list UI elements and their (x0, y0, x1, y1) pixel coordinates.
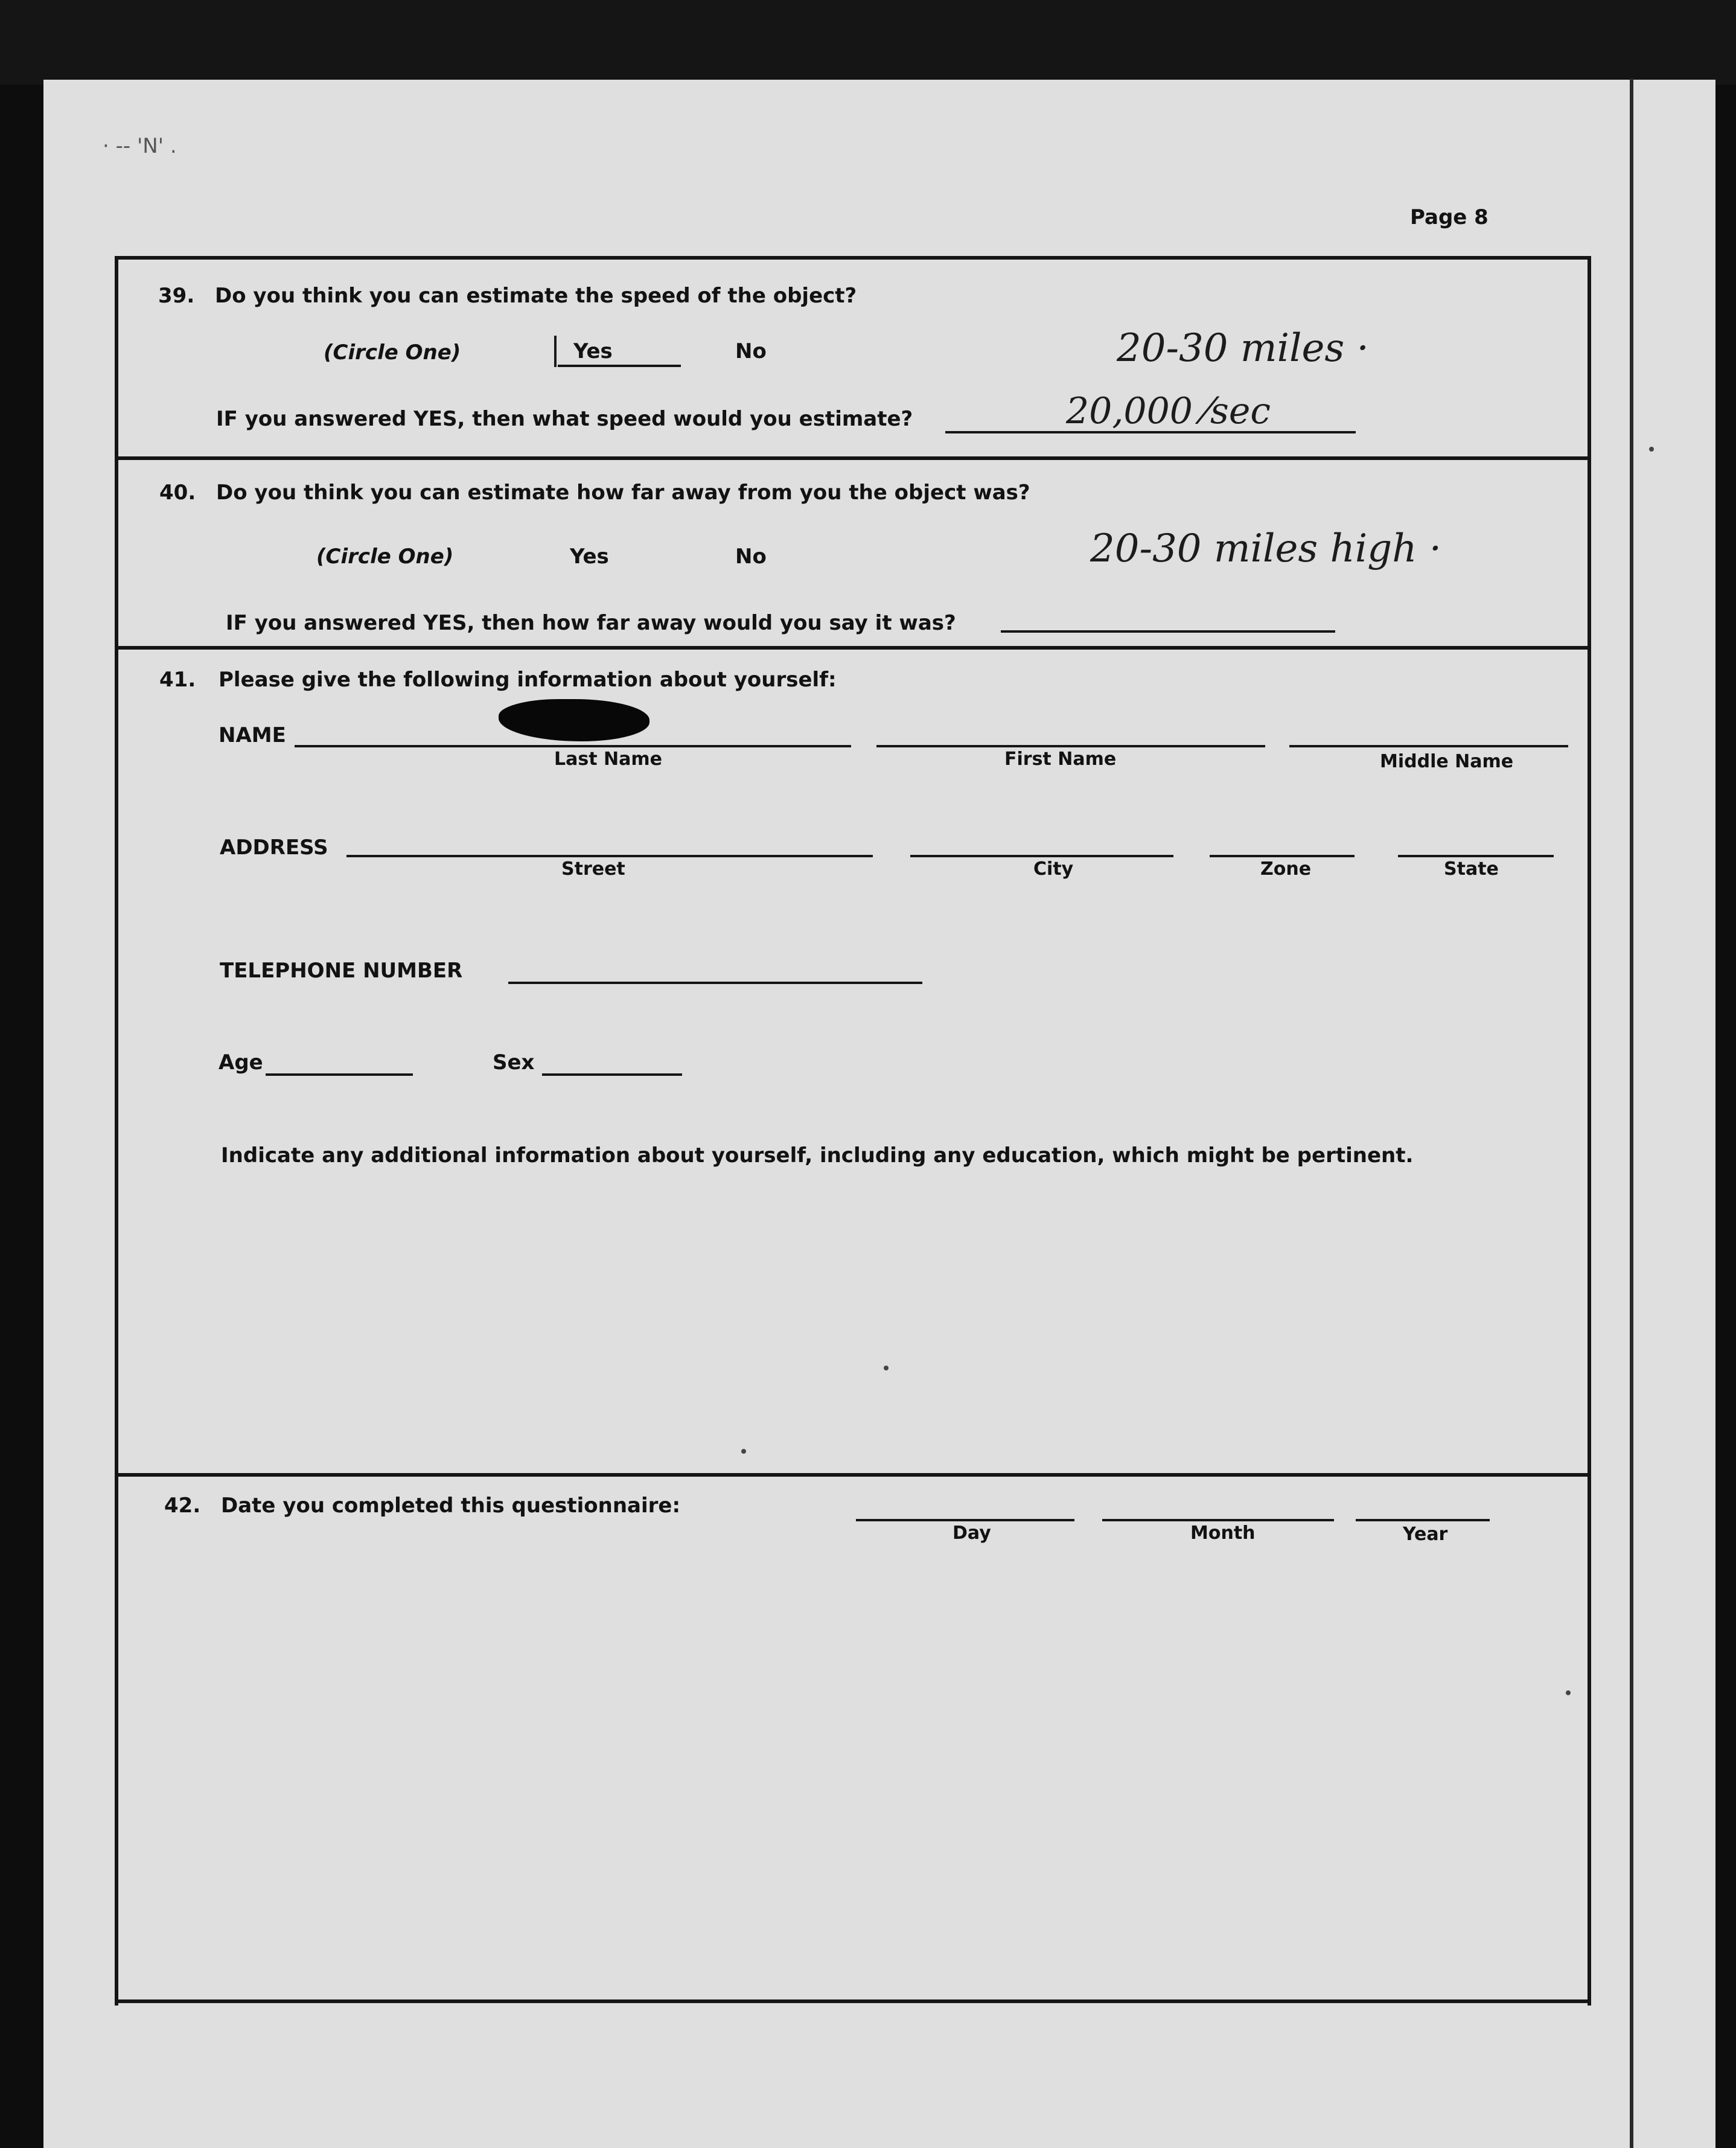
city-caption: City (1033, 858, 1074, 880)
q42-number: 42. (164, 1494, 201, 1518)
q42-question: Date you completed this questionnaire: (221, 1494, 681, 1518)
zone-caption: Zone (1260, 858, 1312, 880)
q39-question: Do you think you can estimate the speed of the object? (215, 284, 857, 308)
frame-top (115, 256, 1590, 260)
q41-question: Please give the following information about yourself: (219, 668, 837, 692)
state-line[interactable] (1398, 855, 1554, 857)
form-page (43, 80, 1715, 2148)
state-caption: State (1444, 858, 1499, 880)
q40-handwritten-note: 20-30 miles high · (1090, 526, 1442, 571)
corner-scribble: · -- 'N' . (103, 134, 177, 158)
q39-number: 39. (158, 284, 195, 308)
age-line[interactable] (266, 1073, 413, 1076)
month-caption: Month (1190, 1523, 1256, 1544)
additional-info-prompt: Indicate any additional information about yourself, including any education, which might be pertinent. (221, 1143, 1414, 1168)
first-name-caption: First Name (1004, 749, 1117, 770)
telephone-label: TELEPHONE NUMBER (220, 959, 463, 983)
q40-question: Do you think you can estimate how far away from you the object was? (216, 481, 1030, 505)
middle-name-line[interactable] (1289, 745, 1568, 747)
q39-handwritten-answer[interactable]: 20,000 ⁄sec (1066, 390, 1271, 432)
yes-underline-mark (558, 365, 681, 367)
q40-answer-line[interactable] (1001, 630, 1335, 633)
last-name-caption: Last Name (554, 749, 662, 770)
last-name-line[interactable] (295, 745, 851, 747)
scan-border (0, 0, 1736, 85)
q40-no[interactable]: No (735, 545, 767, 569)
q39-no[interactable]: No (735, 339, 767, 363)
sex-label: Sex (493, 1050, 535, 1075)
age-label: Age (219, 1050, 263, 1075)
first-name-line[interactable] (876, 745, 1265, 747)
q39-yes[interactable]: Yes (573, 339, 613, 363)
q39-followup: IF you answered YES, then what speed would you estimate? (216, 407, 913, 431)
year-line[interactable] (1356, 1519, 1490, 1521)
divider-40-41 (115, 646, 1591, 650)
q40-circle-one: (Circle One) (316, 545, 454, 569)
scan-speck (741, 1449, 746, 1454)
city-line[interactable] (910, 855, 1173, 857)
telephone-line[interactable] (508, 982, 922, 984)
scan-speck (1649, 447, 1654, 452)
scan-speck (884, 1366, 889, 1370)
scan-speck (1566, 1690, 1571, 1695)
street-caption: Street (561, 858, 625, 880)
q39-handwritten-note: 20-30 miles · (1117, 326, 1369, 371)
name-label: NAME (219, 723, 286, 747)
page-number: Page 8 (1410, 205, 1489, 229)
q40-yes[interactable]: Yes (570, 545, 609, 569)
q41-number: 41. (159, 668, 196, 692)
divider-39-40 (115, 456, 1591, 460)
month-line[interactable] (1102, 1519, 1334, 1521)
q39-circle-one: (Circle One) (324, 340, 461, 365)
q40-number: 40. (159, 481, 196, 505)
yes-mark (554, 336, 557, 367)
frame-right (1588, 256, 1591, 2006)
middle-name-caption: Middle Name (1380, 751, 1514, 772)
divider-41-42 (115, 1473, 1591, 1477)
frame-left (115, 256, 118, 2006)
address-label: ADDRESS (220, 836, 328, 860)
paper-edge (1630, 78, 1633, 2148)
street-line[interactable] (346, 855, 873, 857)
q40-followup: IF you answered YES, then how far away would you say it was? (226, 611, 956, 635)
zone-line[interactable] (1210, 855, 1355, 857)
day-caption: Day (953, 1523, 991, 1544)
sex-line[interactable] (542, 1073, 682, 1076)
day-line[interactable] (856, 1519, 1074, 1521)
frame-bottom (115, 1999, 1591, 2003)
year-caption: Year (1403, 1524, 1448, 1545)
